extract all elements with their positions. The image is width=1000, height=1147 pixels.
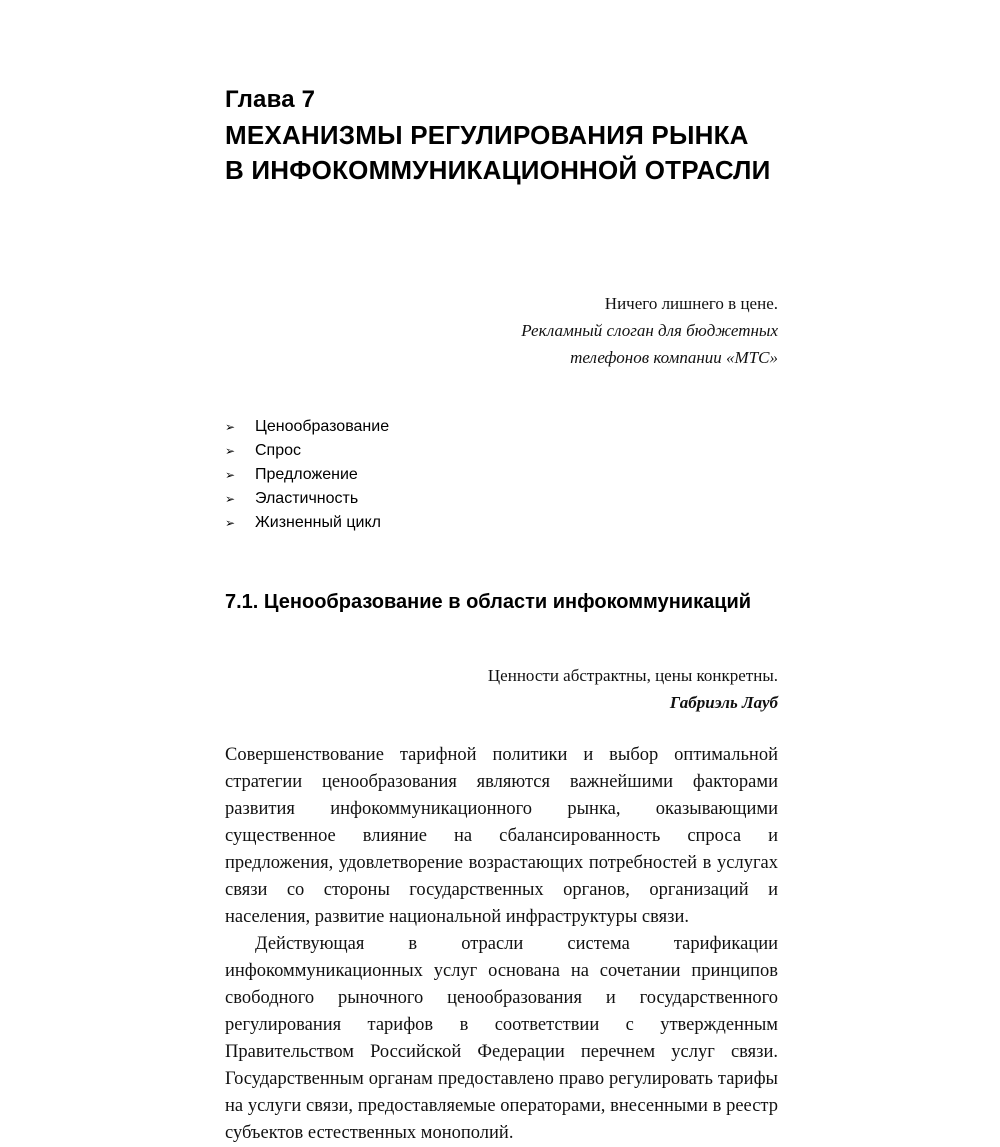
list-item: [225, 487, 778, 511]
keyword-label: Спрос: [255, 442, 302, 459]
list-item: [225, 439, 778, 463]
epigraph-attribution-line1: Рекламный слоган для бюджетных: [521, 321, 778, 340]
chapter-title-line1: МЕХАНИЗМЫ РЕГУЛИРОВАНИЯ РЫНКА: [225, 120, 749, 150]
keyword-label: Ценообразование: [255, 418, 390, 435]
paragraph: Действующая в отрасли система тарификации инфокоммуникационных услуг основана на сочетании принципов свободного рыночного ценообразования и государственного регулирования тарифов в соответствии с утвержденным Правительством Российской Федерации перечнем услуг связи. Государственным органам предоставлено право регулировать тарифы на услуги связи, предоставляемые операторами, внесенными в реестр субъектов естественных монополий.: [225, 934, 778, 1143]
arrow-bullet-icon: ➢: [225, 468, 236, 482]
keyword-label: Предложение: [255, 466, 358, 483]
page-content: [225, 86, 778, 1147]
keyword-label: Эластичность: [255, 490, 359, 507]
keyword-list: [225, 415, 778, 535]
chapter-label: Глава 7: [225, 86, 316, 113]
chapter-title: [225, 118, 778, 188]
epigraph-attribution-line2: телефонов компании «МТС»: [570, 348, 778, 367]
paragraph: Совершенствование тарифной политики и выбор оптимальной стратегии ценообразования являются важнейшими факторами развития инфокоммуникационного рынка, оказывающими существенное влияние на сбалансированность спроса и предложения, удовлетворение возрастающих потребностей в услугах связи со стороны государственных органов, организаций и населения, развитие национальной инфраструктуры связи.: [225, 745, 778, 927]
arrow-bullet-icon: ➢: [225, 492, 236, 506]
list-item: [225, 463, 778, 487]
arrow-bullet-icon: ➢: [225, 444, 236, 458]
epigraph-quote: Ценности абстрактны, цены конкретны.: [487, 666, 778, 685]
epigraph-chapter: [225, 290, 778, 371]
arrow-bullet-icon: ➢: [225, 420, 236, 434]
list-item: [225, 415, 778, 439]
epigraph-quote: Ничего лишнего в цене.: [604, 294, 778, 313]
list-item: [225, 511, 778, 535]
body-text: [225, 742, 778, 1147]
section-heading: 7.1. Ценообразование в области инфокоммуникаций: [225, 591, 752, 613]
keyword-label: Жизненный цикл: [255, 514, 381, 531]
epigraph-section: [225, 662, 778, 716]
chapter-title-line2: В ИНФОКОММУНИКАЦИОННОЙ ОТРАСЛИ: [225, 155, 771, 185]
arrow-bullet-icon: ➢: [225, 516, 236, 530]
epigraph-attribution: Габриэль Лауб: [669, 693, 778, 712]
